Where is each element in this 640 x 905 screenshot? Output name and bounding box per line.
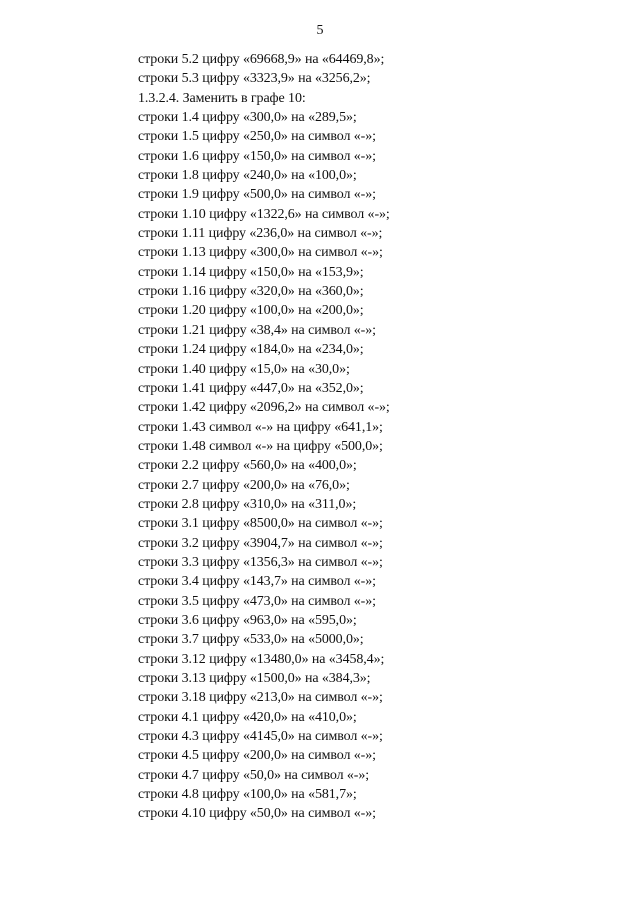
amendment-line: строки 1.20 цифру «100,0» на «200,0»; xyxy=(138,303,364,319)
amendment-line: строки 1.10 цифру «1322,6» на символ «-»; xyxy=(138,206,390,222)
amendment-line: строки 1.8 цифру «240,0» на «100,0»; xyxy=(138,168,357,184)
amendment-line: строки 3.7 цифру «533,0» на «5000,0»; xyxy=(138,632,364,648)
amendment-line: строки 2.7 цифру «200,0» на «76,0»; xyxy=(138,477,350,493)
amendment-line: строки 3.13 цифру «1500,0» на «384,3»; xyxy=(138,671,371,686)
amendment-line: строки 1.40 цифру «15,0» на «30,0»; xyxy=(138,361,350,377)
amendment-line: строки 3.12 цифру «13480,0» на «3458,4»; xyxy=(138,651,385,667)
amendment-line: строки 3.1 цифру «8500,0» на символ «-»; xyxy=(138,516,383,532)
amendment-line: строки 4.10 цифру «50,0» на символ «-»; xyxy=(138,806,376,822)
amendment-line: строки 1.6 цифру «150,0» на символ «-»; xyxy=(138,148,376,164)
amendment-line: строки 1.14 цифру «150,0» на «153,9»; xyxy=(138,264,364,280)
amendment-line: строки 1.41 цифру «447,0» на «352,0»; xyxy=(138,380,364,396)
amendment-line: строки 1.13 цифру «300,0» на символ «-»; xyxy=(138,245,383,261)
amendment-line: строки 1.4 цифру «300,0» на «289,5»; xyxy=(138,110,357,126)
amendment-line: строки 1.5 цифру «250,0» на символ «-»; xyxy=(138,129,376,145)
amendment-line: строки 4.5 цифру «200,0» на символ «-»; xyxy=(138,748,376,764)
amendment-line: строки 1.48 символ «-» на цифру «500,0»; xyxy=(138,438,383,454)
amendment-line: строки 3.4 цифру «143,7» на символ «-»; xyxy=(138,574,376,590)
amendment-line: строки 2.2 цифру «560,0» на «400,0»; xyxy=(138,458,357,474)
amendment-line: строки 4.3 цифру «4145,0» на символ «-»; xyxy=(138,729,383,745)
amendment-line: строки 5.2 цифру «69668,9» на «64469,8»; xyxy=(138,52,385,67)
amendment-line: строки 3.5 цифру «473,0» на символ «-»; xyxy=(138,593,376,609)
amendment-line: строки 4.8 цифру «100,0» на «581,7»; xyxy=(138,787,357,803)
amendment-line: строки 4.7 цифру «50,0» на символ «-»; xyxy=(138,767,370,783)
document-body xyxy=(138,50,608,824)
section-heading: 1.3.2.4. Заменить в графе 10: xyxy=(138,90,306,106)
amendment-line: строки 2.8 цифру «310,0» на «311,0»; xyxy=(138,496,357,512)
amendment-line: строки 1.16 цифру «320,0» на «360,0»; xyxy=(138,284,364,300)
amendment-line: строки 3.3 цифру «1356,3» на символ «-»; xyxy=(138,554,383,570)
amendment-line: строки 1.21 цифру «38,4» на символ «-»; xyxy=(138,322,376,338)
amendment-line: строки 3.6 цифру «963,0» на «595,0»; xyxy=(138,612,357,628)
amendment-line: строки 1.43 символ «-» на цифру «641,1»; xyxy=(138,419,383,435)
amendment-line: строки 1.9 цифру «500,0» на символ «-»; xyxy=(138,187,376,203)
amendment-line: строки 5.3 цифру «3323,9» на «3256,2»; xyxy=(138,71,371,87)
page-number: 5 xyxy=(316,23,324,38)
amendment-line: строки 3.18 цифру «213,0» на символ «-»; xyxy=(138,690,383,706)
amendment-line: строки 3.2 цифру «3904,7» на символ «-»; xyxy=(138,535,383,551)
amendment-line: строки 1.11 цифру «236,0» на символ «-»; xyxy=(138,226,383,242)
amendment-line: строки 4.1 цифру «420,0» на «410,0»; xyxy=(138,709,357,725)
amendment-line: строки 1.24 цифру «184,0» на «234,0»; xyxy=(138,342,364,358)
amendment-line: строки 1.42 цифру «2096,2» на символ «-»; xyxy=(138,400,390,416)
